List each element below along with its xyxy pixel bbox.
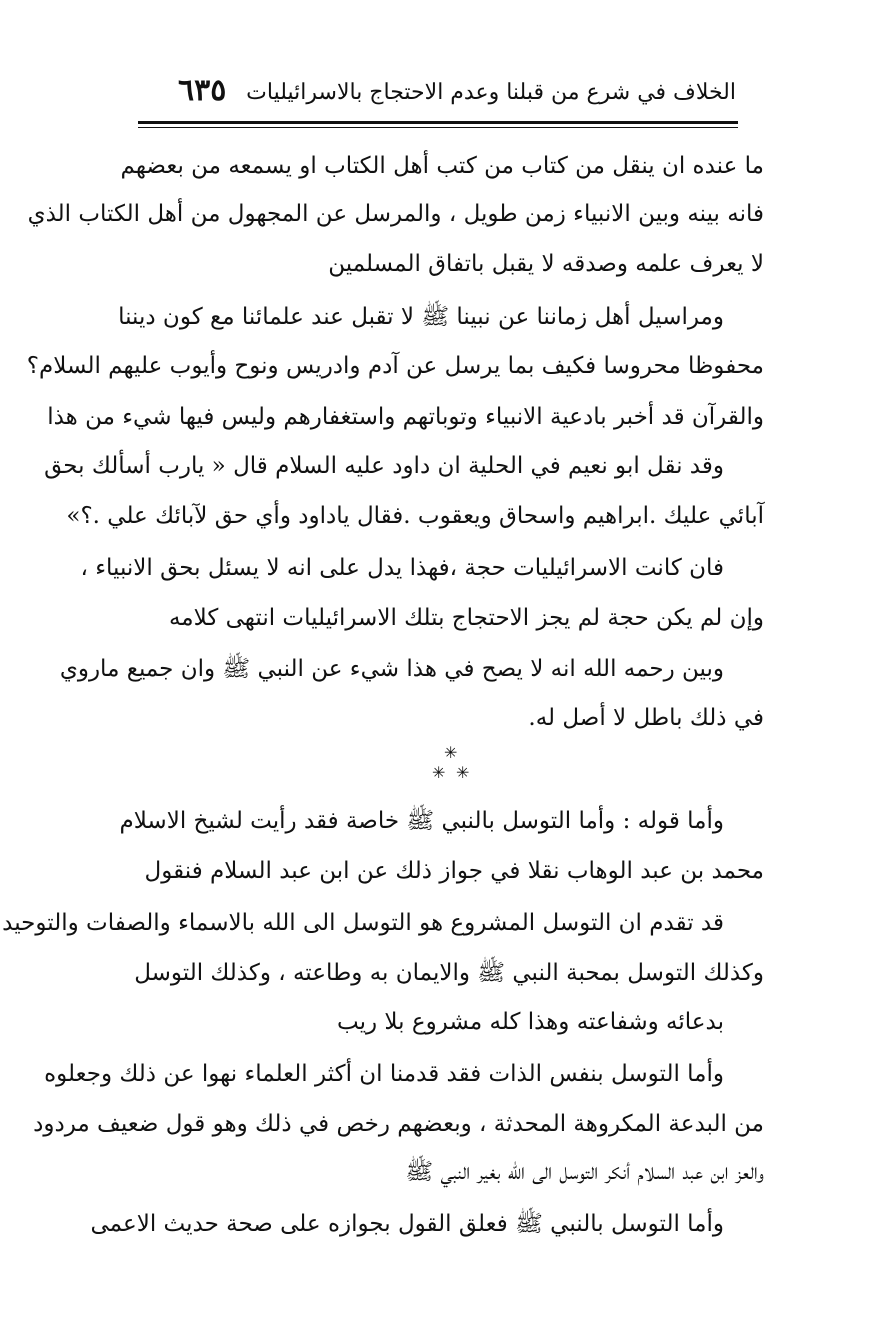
- text-line: والعز ابن عبد السلام أنكر التوسل الى الله بغير النبي ﷺ: [405, 1159, 764, 1185]
- text-line: آبائي عليك .ابراهيم واسحاق ويعقوب .فقال ياداود وأي حق لآبائك علي .؟»: [66, 503, 764, 529]
- text-line: وقد نقل ابو نعيم في الحلية ان داود عليه السلام قال « يارب أسألك بحق: [44, 453, 724, 479]
- text-line: وكذلك التوسل بمحبة النبي ﷺ والايمان به وطاعته ، وكذلك التوسل: [134, 960, 764, 986]
- running-title: الخلاف في شرع من قبلنا وعدم الاحتجاج بالاسرائيليات: [246, 80, 736, 105]
- header-rule: [138, 121, 738, 124]
- text-line: ما عنده ان ينقل من كتاب من كتب أهل الكتاب او يسمعه من بعضهم: [120, 153, 764, 179]
- text-line: وأما قوله : وأما التوسل بالنبي ﷺ خاصة فقد رأيت لشيخ الاسلام: [119, 808, 724, 834]
- text-line: ومراسيل أهل زماننا عن نبينا ﷺ لا تقبل عند علمائنا مع كون ديننا: [118, 304, 724, 330]
- text-line: لا يعرف علمه وصدقه لا يقبل باتفاق المسلمين: [328, 251, 764, 277]
- text-line: محمد بن عبد الوهاب نقلا في جواز ذلك عن ابن عبد السلام فنقول: [144, 858, 764, 884]
- section-separator: ✳ ✳ ✳: [432, 743, 470, 782]
- text-line: محفوظا محروسا فكيف بما يرسل عن آدم وادريس ونوح وأيوب عليهم السلام؟: [26, 353, 764, 379]
- text-line: فان كانت الاسرائيليات حجة ،فهذا يدل على انه لا يسئل بحق الانبياء ،: [80, 555, 724, 581]
- text-line: وبين رحمه الله انه لا يصح في هذا شيء عن النبي ﷺ وان جميع ماروي: [59, 656, 724, 682]
- text-line: والقرآن قد أخبر بادعية الانبياء وتوباتهم واستغفارهم وليس فيها شيء من هذا: [47, 404, 764, 430]
- text-line: وأما التوسل بالنبي ﷺ فعلق القول بجوازه على صحة حديث الاعمى: [90, 1211, 724, 1237]
- page-header: [130, 66, 736, 120]
- text-line: وإن لم يكن حجة لم يجز الاحتجاج بتلك الاسرائيليات انتهى كلامه: [168, 605, 764, 631]
- header-rule-thin: [138, 127, 738, 128]
- text-line: بدعائه وشفاعته وهذا كله مشروع بلا ريب: [337, 1009, 724, 1035]
- text-line: وأما التوسل بنفس الذات فقد قدمنا ان أكثر العلماء نهوا عن ذلك وجعلوه: [44, 1061, 724, 1087]
- text-line: من البدعة المكروهة المحدثة ، وبعضهم رخص في ذلك وهو قول ضعيف مردود: [33, 1111, 764, 1137]
- text-line: فانه بينه وبين الانبياء زمن طويل ، والمرسل عن المجهول من أهل الكتاب الذي: [27, 201, 764, 227]
- text-line: في ذلك باطل لا أصل له.: [528, 705, 764, 731]
- text-line: قد تقدم ان التوسل المشروع هو التوسل الى الله بالاسماء والصفات والتوحيد: [2, 910, 724, 936]
- page-number: ٦٣٥: [178, 73, 227, 108]
